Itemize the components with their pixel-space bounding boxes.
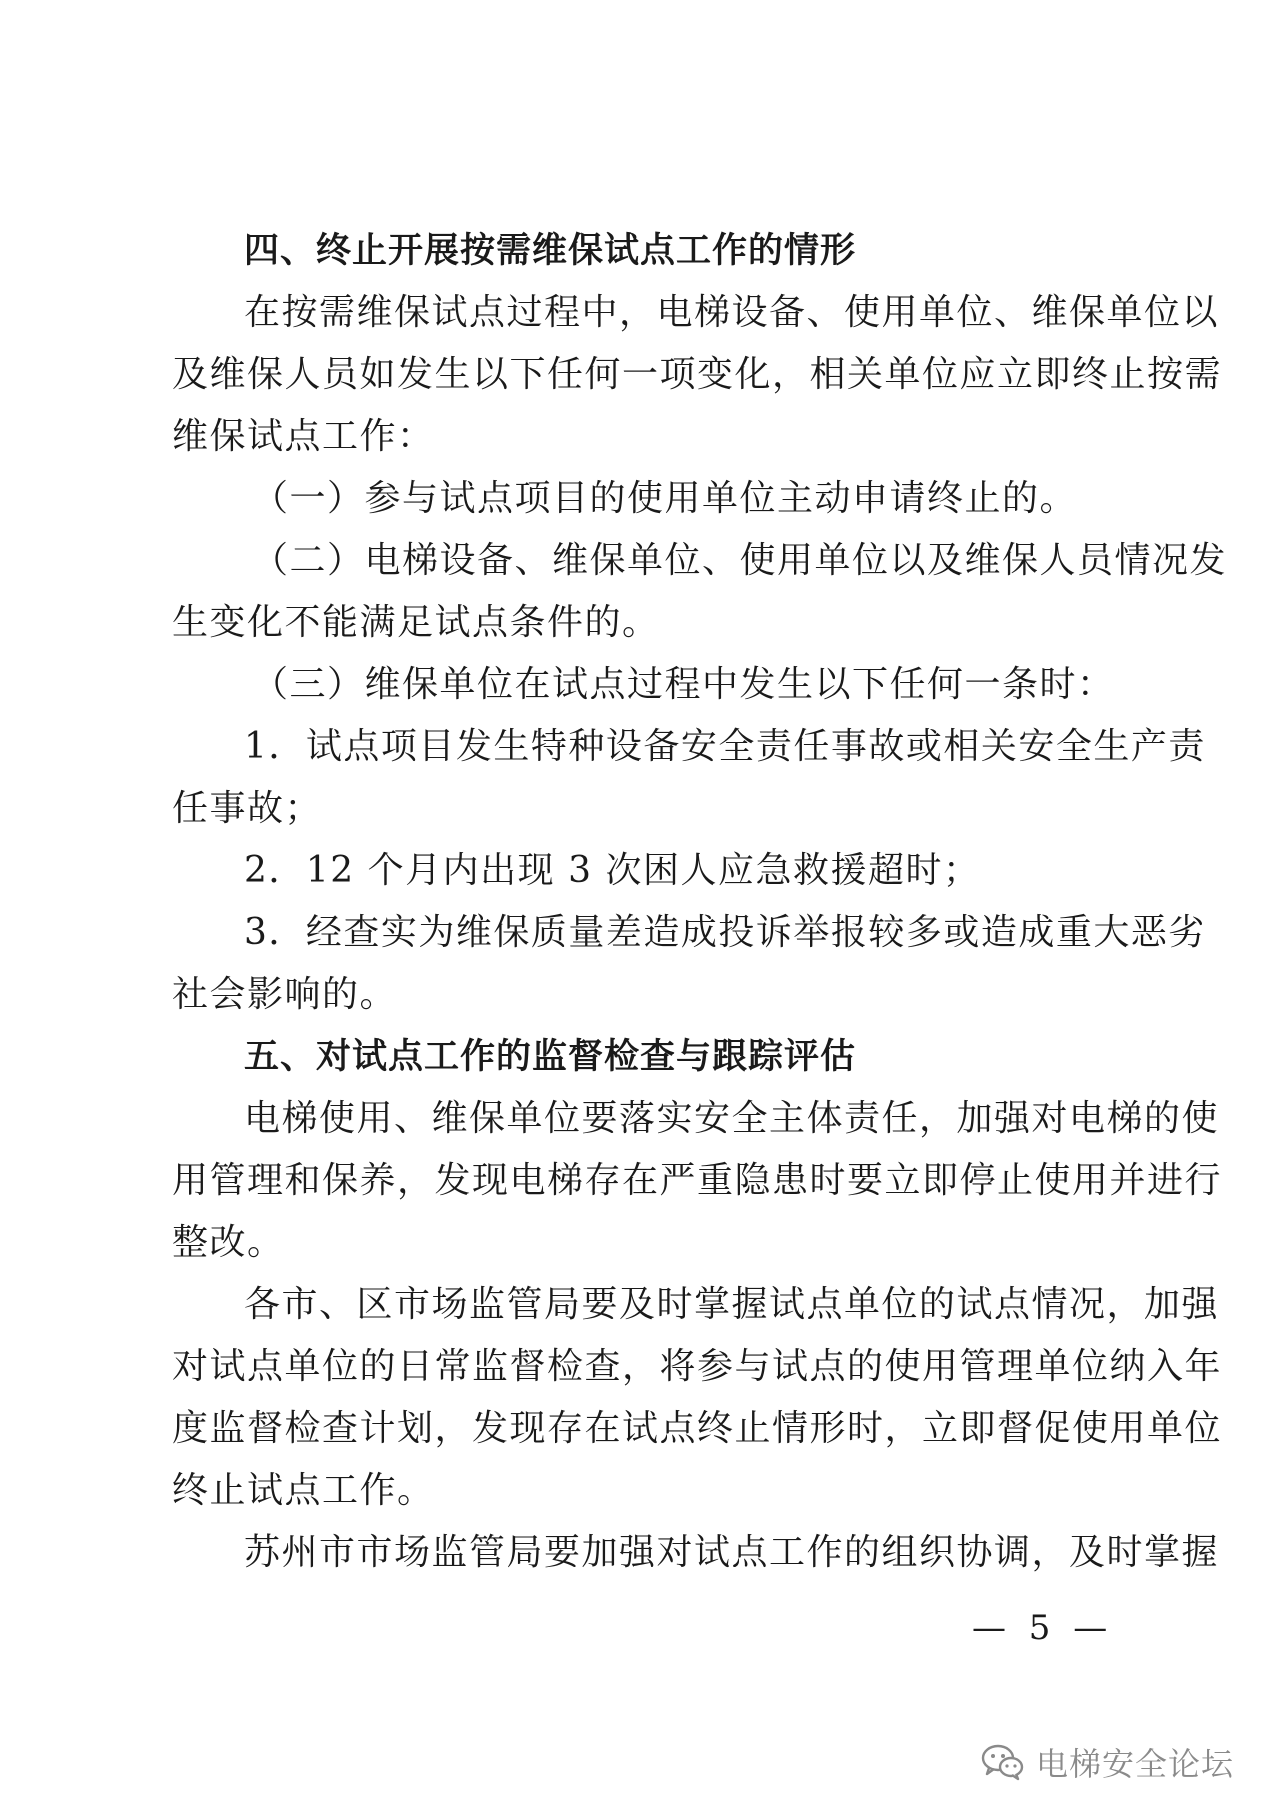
paragraph-line: 任事故； bbox=[172, 788, 323, 829]
paragraph-line: 对试点单位的日常监督检查，将参与试点的使用管理单位纳入年 bbox=[172, 1346, 1223, 1387]
paragraph-line: 用管理和保养，发现电梯存在严重隐患时要立即停止使用并进行 bbox=[172, 1160, 1223, 1201]
section-heading-4: 四、终止开展按需维保试点工作的情形 bbox=[244, 231, 857, 271]
paragraph-line: 及维保人员如发生以下任何一项变化，相关单位应立即终止按需 bbox=[172, 354, 1223, 395]
wechat-icon bbox=[980, 1742, 1026, 1782]
list-item-1: （一）参与试点项目的使用单位主动申请终止的。 bbox=[252, 478, 1078, 519]
paragraph-line: 苏州市市场监管局要加强对试点工作的组织协调，及时掌握 bbox=[244, 1532, 1220, 1573]
numbered-item-3: 3．经查实为维保质量差造成投诉举报较多或造成重大恶劣 bbox=[244, 912, 1206, 953]
watermark-text: 电梯安全论坛 bbox=[1036, 1745, 1235, 1783]
paragraph-line: 度监督检查计划，发现存在试点终止情形时，立即督促使用单位 bbox=[172, 1408, 1223, 1449]
list-item-2: （二）电梯设备、维保单位、使用单位以及维保人员情况发 bbox=[252, 540, 1228, 581]
paragraph-line: 电梯使用、维保单位要落实安全主体责任，加强对电梯的使 bbox=[244, 1098, 1220, 1139]
paragraph-line: 生变化不能满足试点条件的。 bbox=[172, 602, 660, 643]
document-body bbox=[172, 220, 1228, 1584]
page-number: — 5 — bbox=[972, 1608, 1114, 1648]
paragraph-line: 在按需维保试点过程中，电梯设备、使用单位、维保单位以 bbox=[244, 292, 1220, 333]
numbered-item-2: 2．12 个月内出现 3 次困人应急救援超时； bbox=[244, 850, 981, 891]
paragraph-line: 维保试点工作： bbox=[172, 416, 435, 457]
paragraph-line: 终止试点工作。 bbox=[172, 1470, 435, 1511]
paragraph-line: 各市、区市场监管局要及时掌握试点单位的试点情况，加强 bbox=[244, 1284, 1220, 1325]
section-heading-5: 五、对试点工作的监督检查与跟踪评估 bbox=[244, 1037, 857, 1077]
list-item-3: （三）维保单位在试点过程中发生以下任何一条时： bbox=[252, 664, 1115, 705]
watermark bbox=[980, 1738, 1234, 1786]
paragraph-line: 整改。 bbox=[172, 1222, 285, 1263]
numbered-item-1: 1．试点项目发生特种设备安全责任事故或相关安全生产责 bbox=[244, 726, 1206, 767]
paragraph-line: 社会影响的。 bbox=[172, 974, 398, 1015]
